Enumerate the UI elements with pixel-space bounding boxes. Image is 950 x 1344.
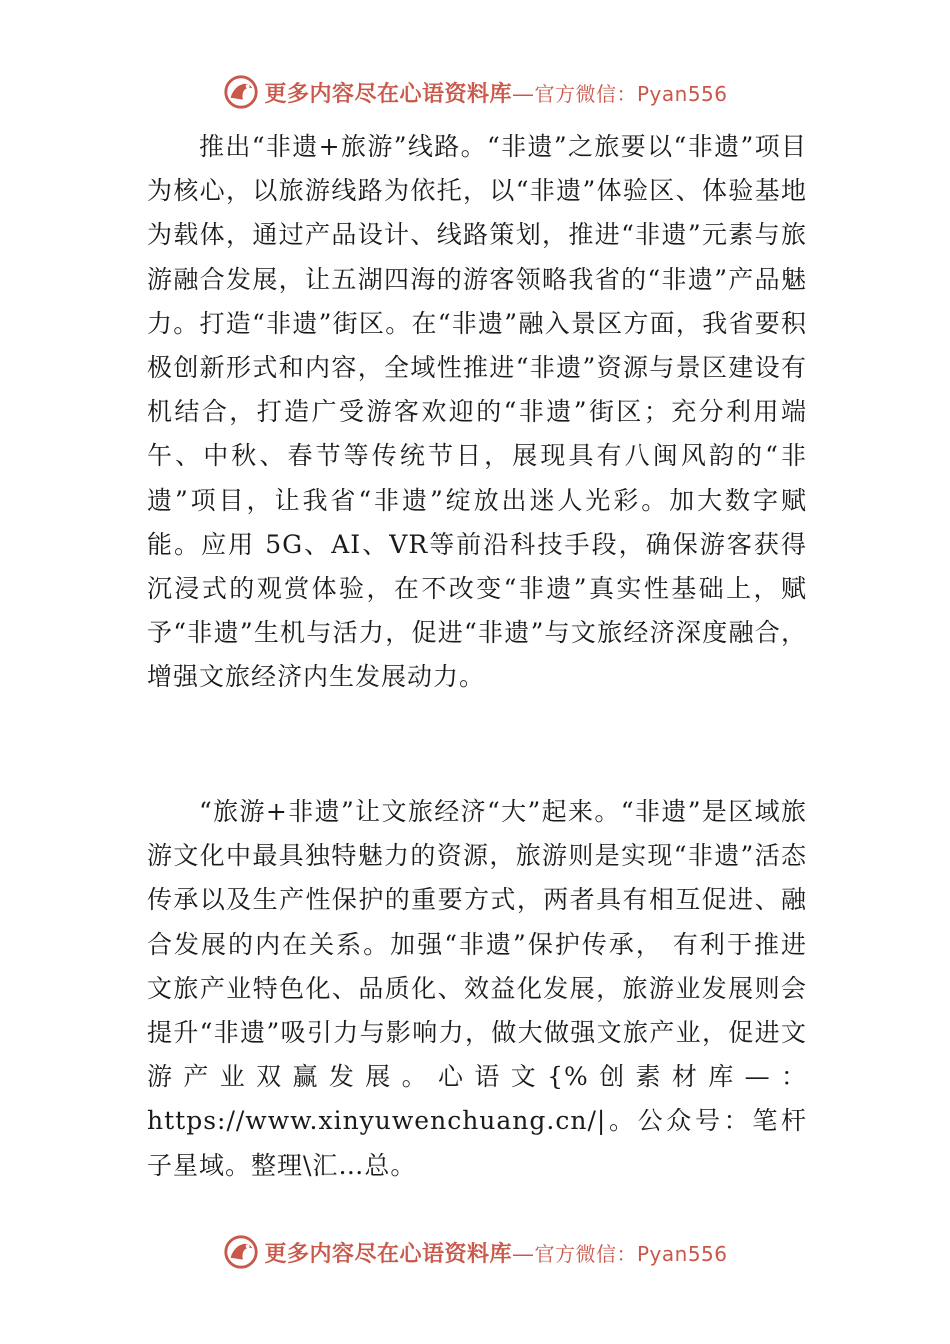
watermark-main: 更多内容尽在心语资料库 <box>264 80 512 107</box>
watermark-wechat: 官方微信：Pyan556 <box>534 81 728 106</box>
swan-logo-icon <box>222 73 260 111</box>
footer-watermark-inner <box>222 1233 727 1271</box>
header-watermark-inner <box>222 73 727 111</box>
paragraph-1-container <box>147 125 807 700</box>
swan-logo-icon <box>222 1233 260 1271</box>
paragraph-2-container <box>147 790 807 1188</box>
watermark-dash: — <box>512 81 535 107</box>
header-watermark <box>0 72 950 112</box>
watermark-text <box>264 1237 727 1268</box>
watermark-dash: — <box>512 1241 535 1267</box>
paragraph-2: “旅游+非遗”让文旅经济“大”起来。“非遗”是区域旅游文化中最具独特魅力的资源，旅游则是实现“非遗”活态传承以及生产性保护的重要方式，两者具有相互促进、融合发展的内在关系。加强“非遗”保护传承， 有利于推进文旅产业特色化、品质化、效益化发展，旅游业发展则会提升“非遗”吸引力与影响力，做大做强文旅产业，促进文游产业双赢发展。心语文{%创素材库—：https://www.xinyuwenchuang.cn/|。公众号：笔杆子星域。整理\汇…总。 <box>147 797 807 1180</box>
watermark-main: 更多内容尽在心语资料库 <box>264 1240 512 1267</box>
watermark-wechat: 官方微信：Pyan556 <box>534 1241 728 1266</box>
footer-watermark <box>0 1232 950 1272</box>
paragraph-1: 推出“非遗+旅游”线路。“非遗”之旅要以“非遗”项目为核心，以旅游线路为依托，以“非遗”体验区、体验基地为载体，通过产品设计、线路策划，推进“非遗”元素与旅游融合发展，让五湖四海的游客领略我省的“非遗”产品魅力。打造“非遗”街区。在“非遗”融入景区方面，我省要积极创新形式和内容，全域性推进“非遗”资源与景区建设有机结合，打造广受游客欢迎的“非遗”街区；充分利用端午、中秋、春节等传统节日，展现具有八闽风韵的“非遗”项目，让我省“非遗”绽放出迷人光彩。加大数字赋能。应用 5G、AI、VR等前沿科技手段，确保游客获得沉浸式的观赏体验，在不改变“非遗”真实性基础上，赋予“非遗”生机与活力，促进“非遗”与文旅经济深度融合，增强文旅经济内生发展动力。 <box>147 132 807 692</box>
watermark-text <box>264 77 727 108</box>
